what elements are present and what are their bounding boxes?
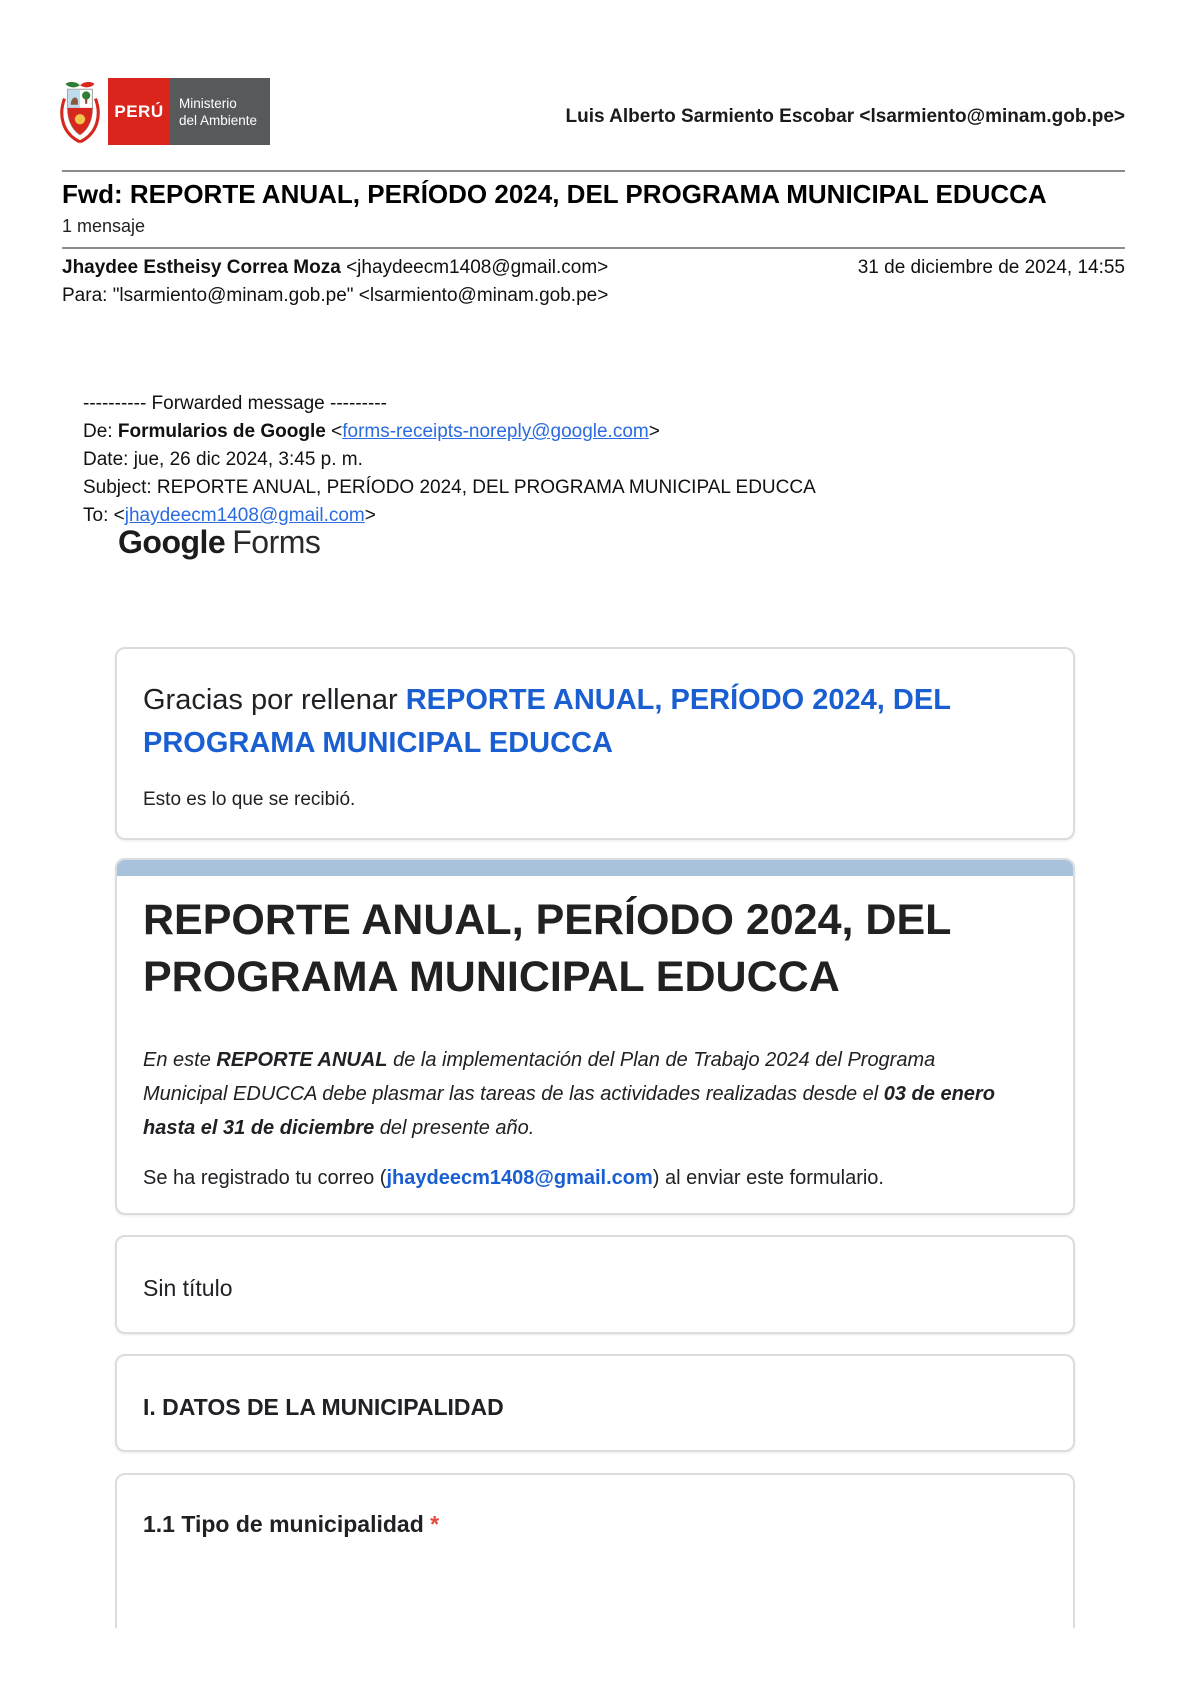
google-wordmark: Google: [118, 524, 226, 560]
form-title: REPORTE ANUAL, PERÍODO 2024, DEL PROGRAMA MUNICIPAL EDUCCA: [143, 896, 951, 1001]
note-prefix: Se ha registrado tu correo (: [143, 1167, 387, 1189]
message-meta-row: [62, 257, 1125, 279]
from-bracket-close: >: [648, 421, 660, 442]
note-suffix: ) al enviar este formulario.: [652, 1167, 884, 1189]
peru-flag-block: [108, 78, 170, 145]
question-1-1-label: 1.1 Tipo de municipalidad: [143, 1511, 431, 1537]
thanks-text: [143, 679, 1023, 765]
forwarded-date-line: Date: jue, 26 dic 2024, 3:45 p. m.: [83, 449, 363, 470]
message-count: 1 mensaje: [62, 216, 146, 236]
untitled-title: Sin título: [143, 1275, 233, 1301]
form-receipt-cards: [115, 647, 1075, 1628]
desc-part3: del presente año.: [374, 1117, 535, 1139]
forwarded-subject-line: Subject: REPORTE ANUAL, PERÍODO 2024, DEL PROGRAMA MUNICIPAL EDUCCA: [83, 477, 816, 498]
minam-logo: [57, 78, 270, 145]
to-label: To: <: [83, 505, 125, 526]
peru-coat-of-arms-icon: [57, 80, 103, 144]
section-1-card: [115, 1354, 1075, 1452]
from-label: De:: [83, 421, 118, 442]
form-card-accent-bar: [117, 860, 1073, 876]
form-title-link[interactable]: REPORTE ANUAL, PERÍODO 2024, DEL PROGRAMA MUNICIPAL EDUCCA: [143, 684, 951, 759]
form-description: [143, 1043, 1023, 1145]
sender-email: <jhaydeecm1408@gmail.com>: [340, 257, 609, 278]
form-summary-card: [115, 858, 1075, 1215]
google-forms-logo: [118, 524, 320, 561]
from-name: Formularios de Google: [117, 421, 326, 442]
from-email-link[interactable]: forms-receipts-noreply@google.com: [342, 421, 649, 442]
ministry-name-block: [170, 78, 270, 145]
to-email-link[interactable]: jhaydeecm1408@gmail.com: [124, 505, 365, 526]
desc-part1: En este: [143, 1049, 217, 1071]
desc-bold2: 03 de enero hasta el 31 de diciembre: [143, 1083, 995, 1139]
thanks-card: [115, 647, 1075, 840]
ministry-line2: del Ambiente: [179, 112, 258, 128]
forwarded-divider-line: ---------- Forwarded message ---------: [83, 393, 387, 414]
thanks-prefix: Gracias por rellenar: [143, 684, 406, 716]
to-bracket-close: >: [364, 505, 376, 526]
required-asterisk: *: [430, 1511, 440, 1537]
forwarded-message-block: [83, 390, 816, 530]
desc-bold1: REPORTE ANUAL: [216, 1049, 388, 1071]
received-note: Esto es lo que se recibió.: [143, 789, 356, 810]
account-email: Luis Alberto Sarmiento Escobar <lsarmiento@minam.gob.pe>: [565, 106, 1125, 127]
desc-part2: de la implementación del Plan de Trabajo 2024 del Programa Municipal EDUCCA debe plasmar las tareas de las actividades realizadas desde el: [143, 1049, 936, 1105]
registered-email-note: [143, 1167, 1023, 1190]
ministry-line1: Ministerio: [179, 95, 237, 111]
section-1-title: I. DATOS DE LA MUNICIPALIDAD: [143, 1394, 504, 1420]
form-card-body: [117, 876, 1073, 1190]
sender-line: [62, 257, 608, 279]
divider-top: [62, 170, 1125, 172]
registered-email-link[interactable]: jhaydeecm1408@gmail.com: [386, 1167, 653, 1189]
from-bracket-open: <: [325, 421, 343, 442]
forms-wordmark: Forms: [232, 524, 321, 560]
question-1-1-card: [115, 1473, 1075, 1628]
message-date: 31 de diciembre de 2024, 14:55: [857, 257, 1125, 278]
untitled-section-card: [115, 1235, 1075, 1334]
divider-meta: [62, 247, 1125, 249]
email-subject: Fwd: REPORTE ANUAL, PERÍODO 2024, DEL PROGRAMA MUNICIPAL EDUCCA: [62, 179, 1047, 209]
forwarded-from-line: [83, 418, 816, 446]
peru-label: PERÚ: [114, 101, 164, 121]
recipient-line: Para: "lsarmiento@minam.gob.pe" <lsarmiento@minam.gob.pe>: [62, 285, 609, 306]
sender-name: Jhaydee Estheisy Correa Moza: [62, 257, 341, 278]
